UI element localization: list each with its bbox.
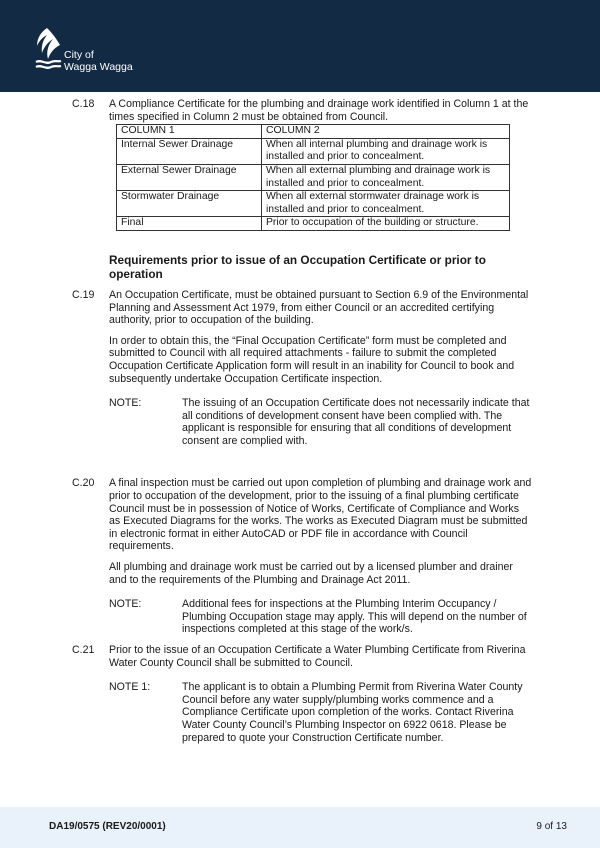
- note: [109, 598, 532, 636]
- condition-c18: [72, 98, 532, 231]
- condition-number: C.20: [72, 477, 95, 490]
- logo-line-1: City of: [64, 49, 94, 61]
- note-text: Additional fees for inspections at the Plumbing Interim Occupancy / Plumbing Occupation stage may apply. This will depend on the number of inspections completed at this stage of the work/s.: [182, 598, 527, 636]
- note-label: NOTE:: [109, 397, 142, 410]
- note-label: NOTE 1:: [109, 681, 151, 694]
- compliance-table: [116, 124, 510, 231]
- table-cell: Internal Sewer Drainage: [117, 138, 262, 164]
- condition-text: A Compliance Certificate for the plumbing and drainage work identified in Column 1 at the times specified in Column 2 must be obtained from Council.: [109, 98, 529, 123]
- note-label: NOTE:: [109, 598, 142, 611]
- condition-c21: [72, 644, 532, 744]
- condition-text: An Occupation Certificate, must be obtained pursuant to Section 6.9 of the Environmental Planning and Assessment Act 1979, from either Council or an accredited certifying authority, prior to occupation of the building.: [109, 288, 529, 327]
- table-cell: Final: [117, 217, 262, 231]
- condition-text: All plumbing and drainage work must be carried out by a licensed plumber and drainer and to the requirements of the Plumbing and Drainage Act 2011.: [109, 561, 513, 586]
- condition-number: C.19: [72, 288, 95, 301]
- logo-wordmark: [64, 50, 133, 73]
- note-text: The issuing of an Occupation Certificate does not necessarily indicate that all conditions of development consent have been complied with. The applicant is responsible for ensuring that all conditions of development consent are complied with.: [182, 397, 530, 447]
- table-row: [117, 138, 510, 164]
- page-number: 9 of 13: [536, 821, 567, 832]
- logo-line-2: Wagga Wagga: [64, 60, 133, 73]
- condition-number: C.21: [72, 644, 95, 656]
- condition-c19: [72, 289, 532, 448]
- note: [109, 397, 532, 447]
- table-header-row: [117, 125, 510, 139]
- condition-text: A final inspection must be carried out upon completion of plumbing and drainage work and prior to occupation of the development, prior to the issuing of a final plumbing certificate Council must be in possession of Notice of Works, Certificate of Compliance and Works as Executed Diagrams for the works. The works as Executed Diagram must be submitted in electronic format in either AutoCAD or PDF file in accordance with Council requirements.: [109, 477, 532, 553]
- document-body: [72, 98, 532, 744]
- table-cell: When all external plumbing and drainage work is installed and prior to concealment.: [262, 164, 510, 190]
- table-header-cell: COLUMN 1: [117, 125, 262, 139]
- table-cell: External Sewer Drainage: [117, 164, 262, 190]
- page-footer: [0, 807, 600, 848]
- wagga-wave-logo-icon: [33, 26, 63, 72]
- document-reference: DA19/0575 (REV20/0001): [49, 821, 166, 832]
- table-cell: When all external stormwater drainage work is installed and prior to concealment.: [262, 191, 510, 217]
- table-cell: Prior to occupation of the building or structure.: [262, 217, 510, 231]
- page-header: [0, 0, 600, 92]
- condition-text: Prior to the issue of an Occupation Certificate a Water Plumbing Certificate from Riverina Water County Council shall be submitted to Council.: [109, 644, 526, 669]
- table-row: [117, 191, 510, 217]
- table-header-cell: COLUMN 2: [262, 125, 510, 139]
- condition-c20: [72, 477, 532, 636]
- table-cell: When all internal plumbing and drainage work is installed and prior to concealment.: [262, 138, 510, 164]
- note: [109, 681, 532, 744]
- table-row: [117, 164, 510, 190]
- section-heading: Requirements prior to issue of an Occupation Certificate or prior to operation: [109, 252, 486, 281]
- council-logo: [33, 26, 143, 74]
- condition-text: In order to obtain this, the “Final Occupation Certificate” form must be completed and submitted to Council with all required attachments - failure to submit the completed Occupation Certificate Application form will result in an inability for Council to book and subsequently undertake Occupation Certificate inspection.: [109, 334, 515, 385]
- condition-number: C.18: [72, 98, 95, 110]
- note-text: The applicant is to obtain a Plumbing Permit from Riverina Water County Council before any water supply/plumbing works commence and a Compliance Certificate upon completion of the works. Contact Riverina Water County Council’s Plumbing Inspector on 6922 0618. Please be prepared to quote your Construction Certificate number.: [182, 681, 523, 744]
- table-row: [117, 217, 510, 231]
- table-cell: Stormwater Drainage: [117, 191, 262, 217]
